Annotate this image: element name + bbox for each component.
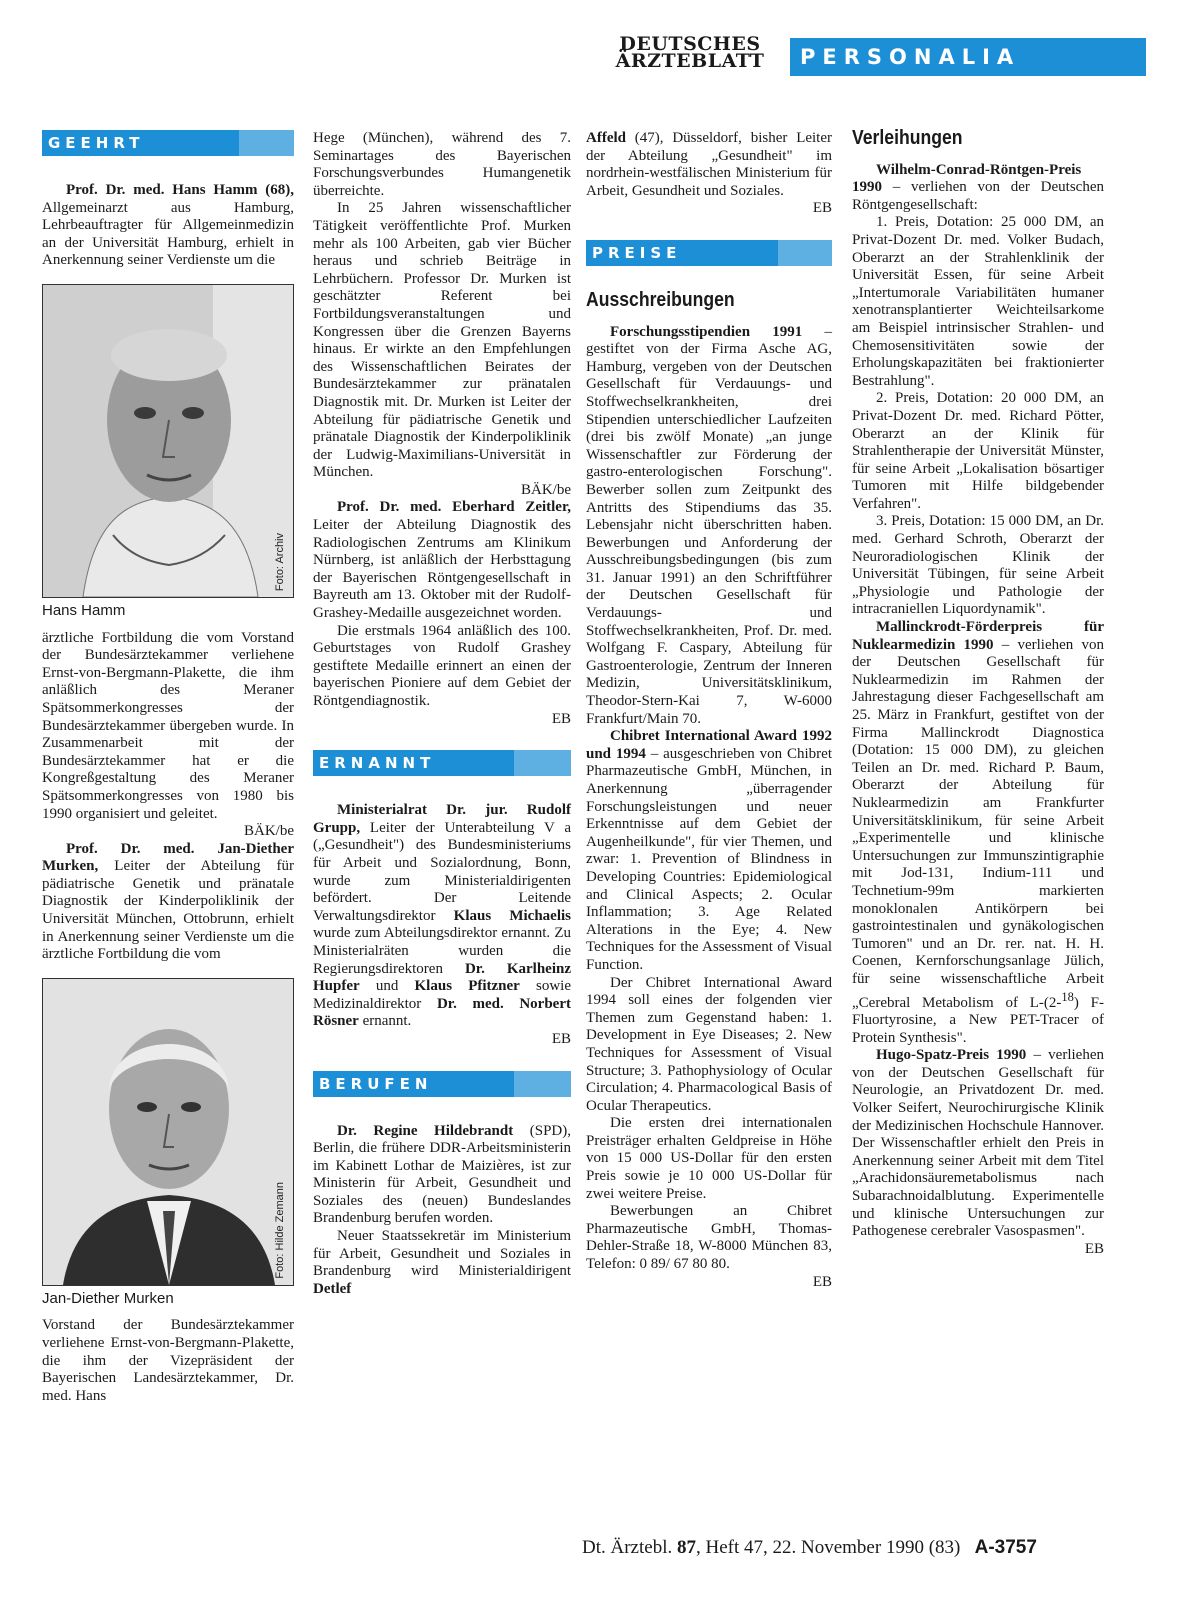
- section-heading: Ausschreibungen: [586, 288, 735, 311]
- journal-logo: DEUTSCHES ÄRZTEBLATT: [615, 33, 765, 72]
- paragraph: Dr. Regine Hildebrandt (SPD), Berlin, die frühere DDR-Arbeitsministerin im Kabinett Lothar de Maizières, ist zur Ministerin für Arbeit, Gesundheit und Soziales des (neuen) Bundeslandes Brandenburg berufen worden.: [313, 1122, 572, 1227]
- paragraph: Hege (München), während des 7. Seminartages des Bayerischen Forschungsverbundes Humangenetik überreichte.: [313, 130, 571, 199]
- paragraph: Vorstand der Bundesärztekammer verliehene Ernst-von-Bergmann-Plakette, die ihm der Vizepräsident der Bayerischen Landesärztekammer, Dr. med. Hans: [42, 1317, 294, 1404]
- photo-credit: Foto: Archiv: [274, 532, 287, 591]
- banner-geehrt: GEEHRT: [42, 130, 294, 156]
- column-2: [313, 130, 571, 1298]
- paragraph: Forschungsstipendien 1991 – gestiftet von der Firma Asche AG, Hamburg, vergeben von der Deutschen Gesellschaft für Verdauungs- und Stoffwechselkrankheiten, drei Stipendien unterschiedlicher Laufzeiten (drei bis zwölf Monate) „an junge Wissenschaftler zur Förderung der gastro-enterologischen Forschung". Bewerber sollen zum Zeitpunkt des Antritts des Stipendiums das 35. Lebensjahr nicht überschritten haben. Bewerbungen und Anforderung der Ausschreibungsbedingungen (bis zum 31. Januar 1991) an den Schriftführer der Deutschen Gesellschaft für Verdauungs- und Stoffwechselkrankheiten, Prof. Dr. med. Wolfgang F. Caspary, Abteilung für Gastroenterologie, Zentrum der Inneren Medizin, Universitätsklinikum, Theodor-Stern-Kai 7, W-6000 Frankfurt/Main 70.: [586, 323, 832, 727]
- portrait-illustration: [43, 285, 294, 597]
- banner-preise: PREISE: [586, 240, 832, 266]
- paragraph: Der Chibret International Award 1994 soll eines der folgenden vier Themen zum Gegenstand haben: 1. Development in Eye Diseases; 2. New Techniques for Assessment of Visual Structure; 3. Pathophysiology of Ocular Circulation; 4. Pharmacological Basis of Ocular Therapeutics.: [586, 974, 832, 1114]
- paragraph: 2. Preis, Dotation: 20 000 DM, an Privat-Dozent Dr. med. Richard Pötter, Oberarzt an der Klinik für Strahlentherapie der Universität Münster, für seine Arbeit „Lokalisation bösartiger Tumoren mit Hilfe bildgebender Verfahren".: [852, 390, 1104, 512]
- paragraph: Mallinckrodt-Förderpreis für Nuklearmedizin 1990 – verliehen von der Deutschen Gesellschaft für Nuklearmedizin im Rahmen der Jahrestagung dieser Fachgesellschaft am 25. März in Frankfurt, gestiftet von der Firma Mallinckrodt Diagnostica (Dotation: 15 000 DM), zu gleichen Teilen an Dr. med. Richard P. Baum, Oberarzt der Abteilung für Nuklearmedizin am Frankfurter Universitätsklinikum, für seine Arbeit „Experimentelle und klinische Untersuchungen zur Immunszintigraphie mit Jod-131, Indium-111 und Technetium-99m markierten monoklonalen Antikörpern bei gastrointestinalen und gynäkologischen Tumoren" und an Dr. rer. nat. H. H. Coenen, Kernforschungsanlage Jülich, für seine wissenschaftliche Arbeit „Cerebral Metabolism of L-(2-$^{18}$) F-Fluortyrosine, a New PET-Tracer of Protein Synthesis".: [852, 619, 1104, 1046]
- paragraph: 3. Preis, Dotation: 15 000 DM, an Dr. med. Gerhard Schroth, Oberarzt der Neuroradiologischen Klinik der Universität Tübingen, für seine Arbeit „Physiologie und Pathologie der intracraniellen Liquordynamik".: [852, 513, 1104, 618]
- paragraph: Neuer Staatssekretär im Ministerium für Arbeit, Gesundheit und Soziales in Brandenburg wird Ministerialdirigent Detlef: [313, 1228, 571, 1297]
- paragraph: 1. Preis, Dotation: 25 000 DM, an Privat-Dozent Dr. med. Volker Budach, Oberarzt an der Strahlenklinik der Universität Essen, für seine Arbeit „Intertumorale Variabilitäten humaner xenotransplantierter Weichteilsarkome am Beispiel intrinsischer Strahlen- und Chemosensitivitäten sowie der Erholungskapazitäten bei fraktionierter Bestrahlung".: [852, 214, 1104, 389]
- masthead: [606, 33, 1146, 78]
- page-footer: Dt. Ärztebl. 87, Heft 47, 22. November 1990 (83) A-3757: [582, 1537, 1037, 1558]
- signature: EB: [812, 1273, 832, 1290]
- portrait-photo-hamm: [42, 284, 294, 598]
- signature: EB: [551, 1030, 571, 1047]
- paragraph: Wilhelm-Conrad-Röntgen-Preis 1990 – verliehen von der Deutschen Röntgengesellschaft:: [852, 161, 1104, 213]
- signature: BÄK/be: [521, 481, 571, 498]
- paragraph: In 25 Jahren wissenschaftlicher Tätigkeit veröffentlichte Prof. Murken mehr als 100 Arbeiten, gab vier Bücher heraus und schrieb Beiträge in Lehrbüchern. Professor Dr. Murken ist geschätzter Referent bei Fortbildungsveranstaltungen und Kongressen über die Grenzen Bayerns hinaus. Er wirkte an den Empfehlungen des Wissenschaftlichen Beirates der Bundesärztekammer zur pränatalen Diagnostik mit. Dr. Murken ist Leiter der Abteilung für pädiatrische Genetik und pränatale Diagnostik der Kinderpoliklinik der Ludwig-Maximilians-Universität in München.: [313, 200, 571, 481]
- section-heading: Verleihungen: [852, 127, 963, 149]
- paragraph: Ministerialrat Dr. jur. Rudolf Grupp, Leiter der Unterabteilung V a („Gesundheit") des Bundesministeriums für Arbeit und Sozialordnung, Bonn, wurde zum Ministerialdirigenten befördert. Der Leitende Verwaltungsdirektor Klaus Michaelis wurde zum Abteilungsdirektor ernannt. Zu Ministerialräten wurden die Regierungsdirektoren Dr. Karlheinz Hupfer und Klaus Pfitzner sowie Medizinaldirektor Dr. med. Norbert Rösner ernannt.: [313, 802, 572, 1030]
- paragraph: ärztliche Fortbildung die vom Vorstand der Bundesärztekammer verliehene Ernst-von-Bergmann-Plakette, die ihm anläßlich des Meraner Spätsommerkongresses der Bundesärztekammer übergeben wurde. In Zusammenarbeit mit der Bundesärztekammer hat er die Kongreßgestaltung des Meraner Spätsommerkongresses von 1980 bis 1990 organisiert und geleitet.: [42, 629, 294, 822]
- portrait-illustration: [43, 979, 294, 1285]
- signature: EB: [1084, 1240, 1104, 1257]
- paragraph: Chibret International Award 1992 und 1994 – ausgeschrieben von Chibret Pharmazeutische GmbH, München, in Anerkennung „überragender Forschungsleistungen und neuer Erkenntnisse auf dem Gebiet der Augenheilkunde", für vier Themen, und zwar: 1. Prevention of Blindness in Developing Countries: Epidemiological and Clinical Aspects; 2. Ocular Inflammation; 3. Age Related Alterations in the Eye; 4. New Techniques for the Assessment of Visual Function.: [586, 728, 832, 973]
- section-title: PERSONALIA: [790, 38, 1146, 76]
- photo-caption: Jan-Diether Murken: [42, 1289, 174, 1307]
- paragraph: Prof. Dr. med. Eberhard Zeitler, Leiter der Abteilung Diagnostik des Radiologischen Zentrums am Klinikum Nürnberg, ist anläßlich der Herbsttagung der Bayerischen Röntgengesellschaft in Bayreuth am 13. Oktober mit der Rudolf-Grashey-Medaille ausgezeichnet worden.: [313, 499, 571, 622]
- photo-caption: Hans Hamm: [42, 601, 126, 619]
- paragraph: Bewerbungen an Chibret Pharmazeutische GmbH, Thomas-Dehler-Straße 18, W-8000 München 83, Telefon: 0 89/ 67 80 80.: [586, 1203, 832, 1273]
- paragraph: Prof. Dr. med. Hans Hamm (68), Allgemeinarzt aus Hamburg, Lehrbeauftragter für Allgemeinmedizin an der Universität Hamburg, erhielt in Anerkennung seiner Verdienste um die: [42, 182, 294, 269]
- column-4: [852, 127, 1104, 1258]
- column-1: [42, 130, 294, 1405]
- banner-ernannt: ERNANNT: [313, 750, 571, 776]
- paragraph: Die erstmals 1964 anläßlich des 100. Geburtstages von Rudolf Grashey gestiftete Medaille erinnert an einen der bayerischen Pioniere auf dem Gebiet der Röntgendiagnostik.: [313, 622, 571, 709]
- signature: BÄK/be: [244, 823, 294, 840]
- paragraph: Affeld (47), Düsseldorf, bisher Leiter der Abteilung „Gesundheit" im nordrhein-westfälischen Ministerium für Arbeit, Gesundheit und Soziales.: [586, 130, 832, 199]
- photo-credit: Foto: Hilde Zemann: [274, 1182, 287, 1279]
- column-3: [586, 130, 832, 1291]
- banner-berufen: BERUFEN: [313, 1071, 571, 1097]
- page-number: A-3757: [974, 1537, 1037, 1558]
- portrait-photo-murken: [42, 978, 294, 1286]
- paragraph: Hugo-Spatz-Preis 1990 – verliehen von der Deutschen Gesellschaft für Neurologie, an Privatdozent Dr. med. Volker Seifert, Neurochirurgische Klinik der Medizinischen Hochschule Hannover. Der Wissenschaftler erhielt den Preis in Anerkennung seiner Arbeit mit dem Titel „Arachidonsäuremetabolismus nach Subarachnoidalblutung. Experimentelle und klinische Untersuchungen zur Pathogenese cerebraler Vasospasmen".: [852, 1047, 1104, 1240]
- paragraph: Die ersten drei internationalen Preisträger erhalten Geldpreise in Höhe von 15 000 US-Dollar für den ersten Preis sowie je 10 000 US-Dollar für zwei weitere Preise.: [586, 1115, 832, 1202]
- paragraph: Prof. Dr. med. Jan-Diether Murken, Leiter der Abteilung für pädiatrische Genetik und pränatale Diagnostik der Kinderpoliklinik der Universität München, Ottobrunn, erhielt in Anerkennung seiner Verdienste um die ärztliche Fortbildung die vom: [42, 840, 294, 963]
- signature: EB: [812, 200, 832, 217]
- signature: EB: [551, 710, 571, 727]
